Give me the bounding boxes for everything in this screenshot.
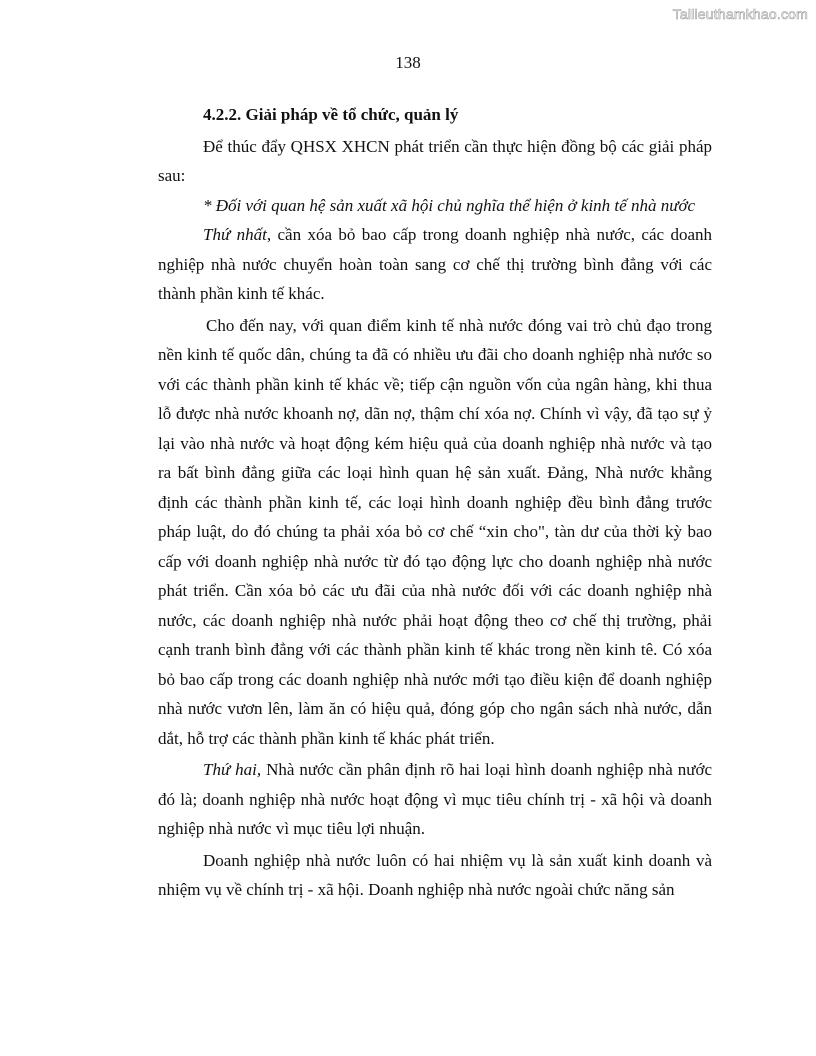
intro-paragraph: Để thúc đẩy QHSX XHCN phát triển cần thực hiện đồng bộ các giải pháp sau: bbox=[158, 136, 712, 185]
page-number: 138 bbox=[395, 53, 421, 72]
paragraph-explanation: Cho đến nay, với quan điểm kinh tế nhà nước đóng vai trò chủ đạo trong nền kinh tế quốc dân, chúng ta đã có nhiều ưu đãi cho doanh nghiệp nhà nước so với các thành phần kinh tế khác về; tiếp cận nguồn vốn của ngân hàng, khi thua lỗ được nhà nước khoanh nợ, dãn nợ, thậm chí xóa nợ. Chính vì vậy, đã tạo sự ỷ lại vào nhà nước và hoạt động kém hiệu quả của doanh nghiệp nhà nước và tạo ra bất bình đẳng giữa các loại hình quan hệ sản xuất. Đảng, Nhà nước khẳng định các thành phần kinh tế, các loại hình doanh nghiệp đều bình đẳng trước pháp luật, do đó chúng ta phải xóa bỏ cơ chế “xin cho", tàn dư của thời kỳ bao cấp với doanh nghiệp nhà nước từ đó tạo động lực cho doanh nghiệp nhà nước phát triển. Cần xóa bỏ các ưu đãi của nhà nước đối với các doanh nghiệp nhà nước, các doanh nghiệp nhà nước phải hoạt động theo cơ chế thị trường, phải cạnh tranh bình đẳng với các thành phần kinh tế khác trong nền kinh tê. Có xóa bỏ bao cấp trong các doanh nghiệp nhà nước mới tạo điều kiện để doanh nghiệp nhà nước vươn lên, làm ăn có hiệu quả, đóng góp cho ngân sách nhà nước, dẫn dắt, hỗ trợ các thành phần kinh tế khác phát triển. bbox=[158, 315, 712, 748]
document-body bbox=[158, 100, 712, 905]
subheading: * Đối với quan hệ sản xuất xã hội chủ nghĩa thể hiện ở kinh tế nhà nước bbox=[203, 195, 696, 215]
paragraph-first-point bbox=[158, 220, 712, 309]
paragraph-lead: Thứ nhất bbox=[203, 225, 267, 244]
paragraph-second-point bbox=[158, 755, 712, 844]
paragraph-lead: Thứ hai, bbox=[203, 760, 262, 779]
paragraph-text: , cần xóa bỏ bao cấp trong doanh nghiệp nhà nước, các doanh nghiệp nhà nước chuyển hoàn toàn sang cơ chế thị trường bình đẳng với các thành phần kinh tế khác. bbox=[158, 225, 712, 303]
paragraph-text: Nhà nước cần phân định rõ hai loại hình doanh nghiệp nhà nước đó là; doanh nghiệp nhà nước hoạt động vì mục tiêu chính trị - xã hội và doanh nghiệp nhà nước vì mục tiêu lợi nhuận. bbox=[158, 760, 712, 838]
section-heading: 4.2.2. Giải pháp về tổ chức, quản lý bbox=[203, 105, 459, 124]
watermark: Tailieuthamkhao.com bbox=[672, 6, 808, 22]
paragraph-enterprise-tasks: Doanh nghiệp nhà nước luôn có hai nhiệm vụ là sản xuất kinh doanh và nhiệm vụ về chính trị - xã hội. Doanh nghiệp nhà nước ngoài chức năng sản bbox=[158, 850, 712, 899]
